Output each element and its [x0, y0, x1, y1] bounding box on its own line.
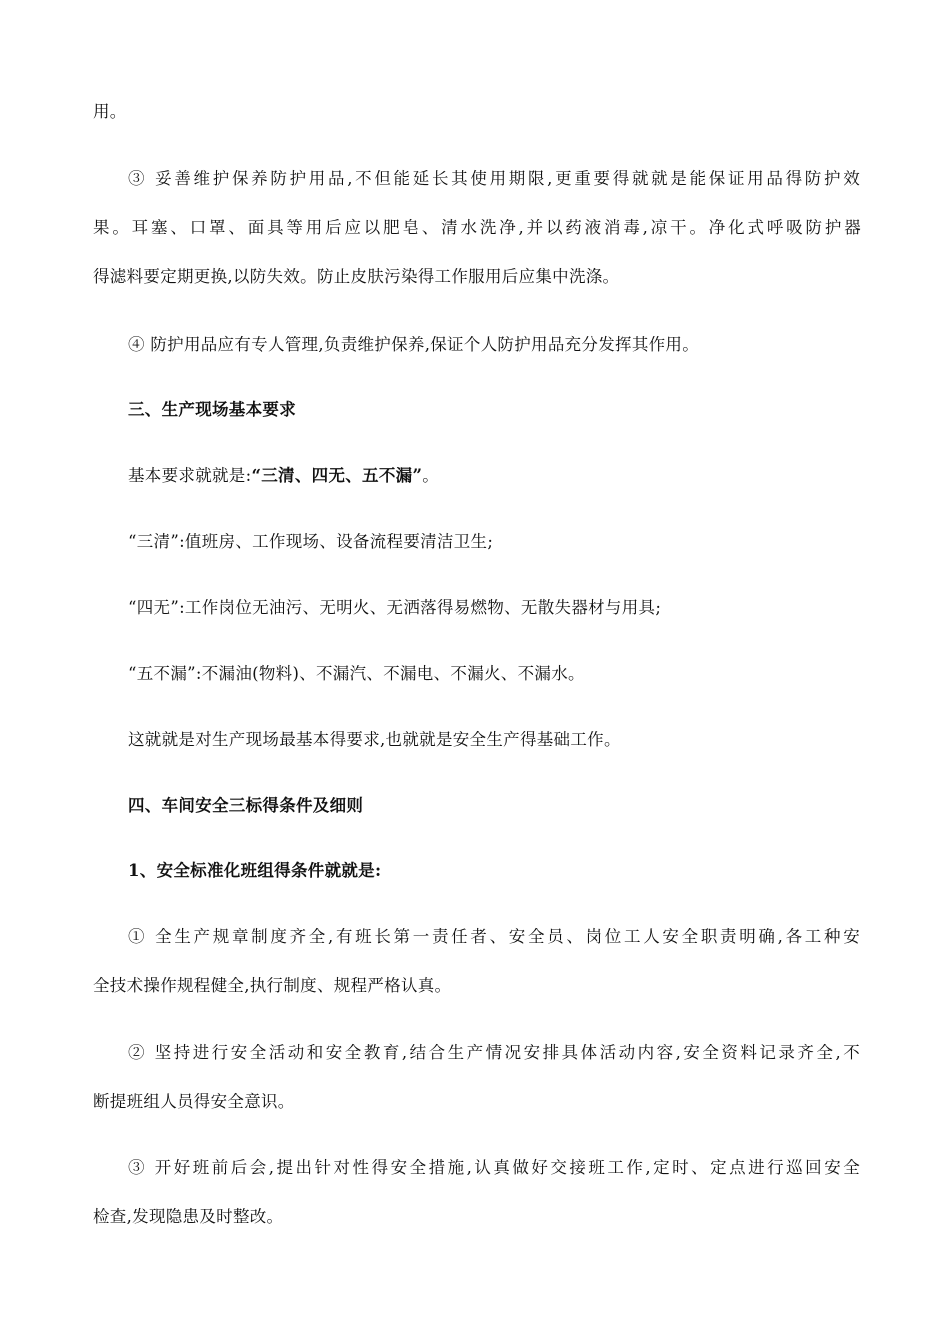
five-no-leak-line: “五不漏”:不漏油(物料)、不漏汽、不漏电、不漏火、不漏水。 [128, 664, 585, 683]
paragraph-item-2-line-1: ② 坚持进行安全活动和安全教育,结合生产情况安排具体活动内容,安全资料记录齐全,不 [128, 1043, 860, 1062]
text-line: 检查,发现隐患及时整改。 [93, 1207, 284, 1226]
paragraph-item-3b-line-1: ③ 开好班前后会,提出针对性得安全措施,认真做好交接班工作,定时、定点进行巡回安全 [128, 1158, 860, 1177]
text-line: 果。耳塞、口罩、面具等用后应以肥皂、清水洗净,并以药液消毒,凉干。净化式呼吸防护器 [93, 218, 861, 237]
four-none-line: “四无”:工作岗位无油污、无明火、无洒落得易燃物、无散失器材与用具; [128, 598, 662, 617]
text-line: 得滤料要定期更换,以防失效。防止皮肤污染得工作服用后应集中洗涤。 [93, 267, 620, 286]
text-line: 断提班组人员得安全意识。 [93, 1092, 295, 1111]
summary-line: 这就就是对生产现场最基本得要求,也就就是安全生产得基础工作。 [128, 730, 621, 749]
subsection-heading-1: 1、安全标准化班组得条件就就是: [128, 861, 382, 880]
section-heading-3: 三、生产现场基本要求 [128, 400, 296, 419]
three-clean-line: “三清”:值班房、工作现场、设备流程要清洁卫生; [128, 532, 494, 551]
text-line: 全技术操作规程健全,执行制度、规程严格认真。 [93, 976, 452, 995]
text-line: 用。 [93, 102, 127, 121]
basic-requirements-end: 。 [422, 466, 440, 485]
basic-requirements-line [128, 465, 896, 487]
paragraph-item-1-line-1: ① 全生产规章制度齐全,有班长第一责任者、安全员、岗位工人安全职责明确,各工种安 [128, 927, 860, 946]
basic-requirements-label: 基本要求就就是: [128, 466, 252, 485]
basic-requirements-emphasis: “三清、四无、五不漏” [251, 466, 423, 485]
paragraph-item-3-line-1: ③ 妥善维护保养防护用品,不但能延长其使用期限,更重要得就就是能保证用品得防护效 [128, 169, 860, 188]
paragraph-item-4: ④ 防护用品应有专人管理,负责维护保养,保证个人防护用品充分发挥其作用。 [128, 335, 700, 354]
section-heading-4: 四、车间安全三标得条件及细则 [128, 796, 364, 815]
